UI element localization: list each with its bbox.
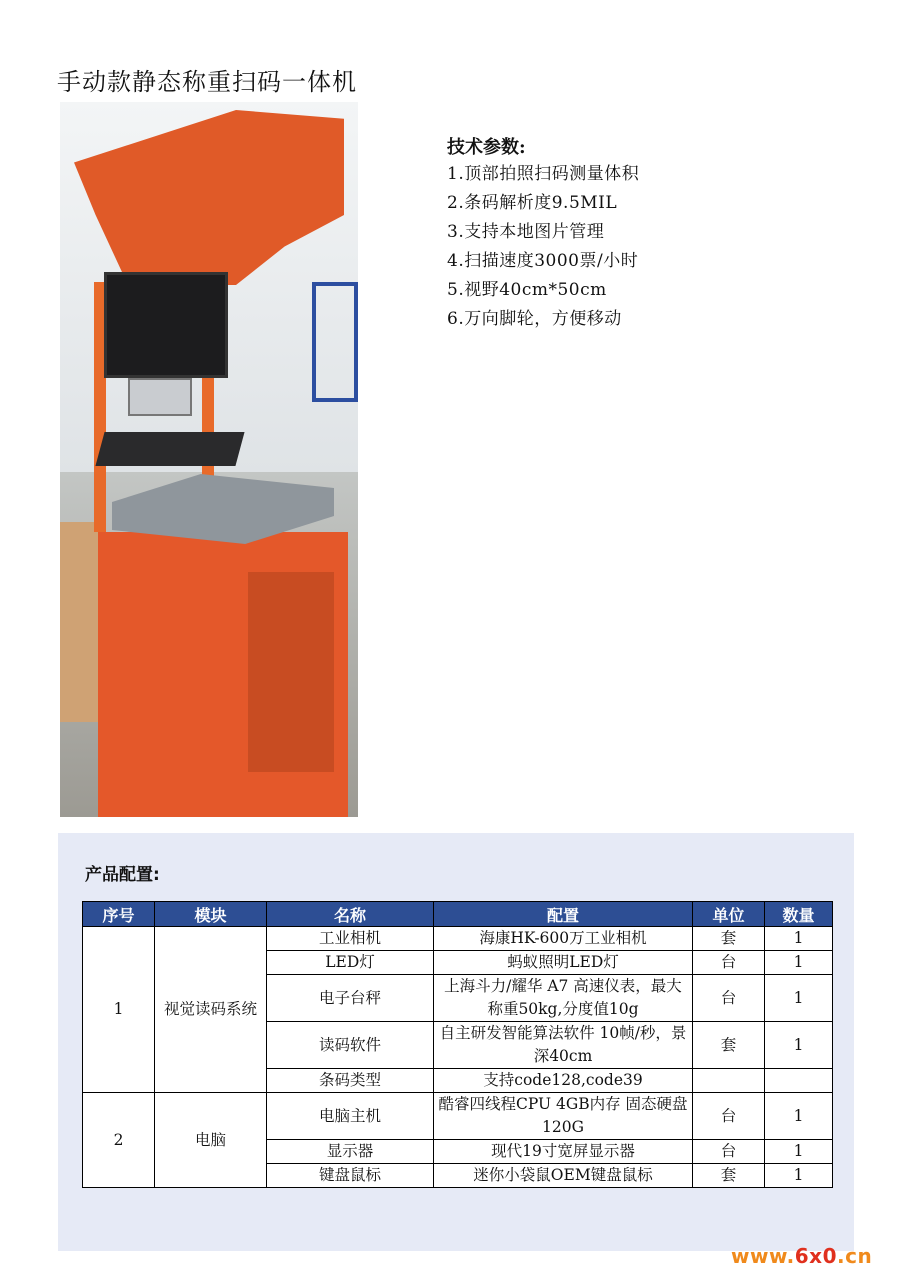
cell-name: 电脑主机 [267,1093,434,1140]
site-watermark [731,1244,872,1268]
page-title: 手动款静态称重扫码一体机 [57,68,357,96]
product-photo [60,102,358,817]
cell-name: 读码软件 [267,1022,434,1069]
spec-item: 6.万向脚轮，方便移动 [447,309,622,329]
cell-name: 工业相机 [267,927,434,951]
watermark-mid: 6x0 [794,1244,837,1268]
spec-item: 2.条码解析度9.5MIL [447,193,618,213]
cell-qty: 1 [765,975,833,1022]
cell-spec: 酷睿四线程CPU 4GB内存 固态硬盘120G [434,1093,693,1140]
table-row [83,1093,833,1140]
watermark-suffix: .cn [836,1244,873,1268]
cell-qty: 1 [765,951,833,975]
cell-module: 视觉读码系统 [155,927,267,1093]
cell-qty: 1 [765,1140,833,1164]
machine-scale-indicator [128,378,192,416]
cell-qty [765,1069,833,1093]
header-no: 序号 [83,902,155,927]
cell-name: 条码类型 [267,1069,434,1093]
cell-spec: 海康HK-600万工业相机 [434,927,693,951]
cell-spec: 迷你小袋鼠OEM键盘鼠标 [434,1164,693,1188]
cell-unit: 台 [693,975,765,1022]
cell-qty: 1 [765,927,833,951]
header-qty: 数量 [765,902,833,927]
machine-monitor [104,272,228,378]
cell-unit: 套 [693,927,765,951]
machine-keyboard [95,432,244,466]
specs-heading: 技术参数: [447,137,526,158]
cell-name: 电子台秤 [267,975,434,1022]
cell-name: 键盘鼠标 [267,1164,434,1188]
table-row [83,927,833,951]
cell-unit: 台 [693,1093,765,1140]
cell-spec: 自主研发智能算法软件 10帧/秒，景深40cm [434,1022,693,1069]
cell-spec: 现代19寸宽屏显示器 [434,1140,693,1164]
cell-unit: 台 [693,951,765,975]
config-heading: 产品配置: [85,865,160,885]
cell-spec: 蚂蚁照明LED灯 [434,951,693,975]
config-table [82,901,833,1188]
machine-cabinet-opening [248,572,334,772]
watermark-prefix: www. [731,1244,795,1268]
cell-unit: 套 [693,1164,765,1188]
cell-qty: 1 [765,1164,833,1188]
header-module: 模块 [155,902,267,927]
spec-item: 3.支持本地图片管理 [447,222,605,242]
table-header-row [83,902,833,927]
cell-no: 1 [83,927,155,1093]
cell-qty: 1 [765,1093,833,1140]
spec-item: 4.扫描速度3000票/小时 [447,251,639,271]
spec-item: 1.顶部拍照扫码测量体积 [447,164,640,184]
cell-spec: 支持code128,code39 [434,1069,693,1093]
specs-list [447,160,639,334]
photo-rack [312,282,358,402]
cell-unit: 套 [693,1022,765,1069]
cell-unit: 台 [693,1140,765,1164]
cell-name: LED灯 [267,951,434,975]
cell-spec: 上海斗力/耀华 A7 高速仪表，最大称重50kg,分度值10g [434,975,693,1022]
photo-crate [60,522,100,722]
cell-no: 2 [83,1093,155,1188]
cell-name: 显示器 [267,1140,434,1164]
cell-module: 电脑 [155,1093,267,1188]
header-name: 名称 [267,902,434,927]
cell-unit [693,1069,765,1093]
spec-item: 5.视野40cm*50cm [447,280,607,300]
header-spec: 配置 [434,902,693,927]
cell-qty: 1 [765,1022,833,1069]
header-unit: 单位 [693,902,765,927]
